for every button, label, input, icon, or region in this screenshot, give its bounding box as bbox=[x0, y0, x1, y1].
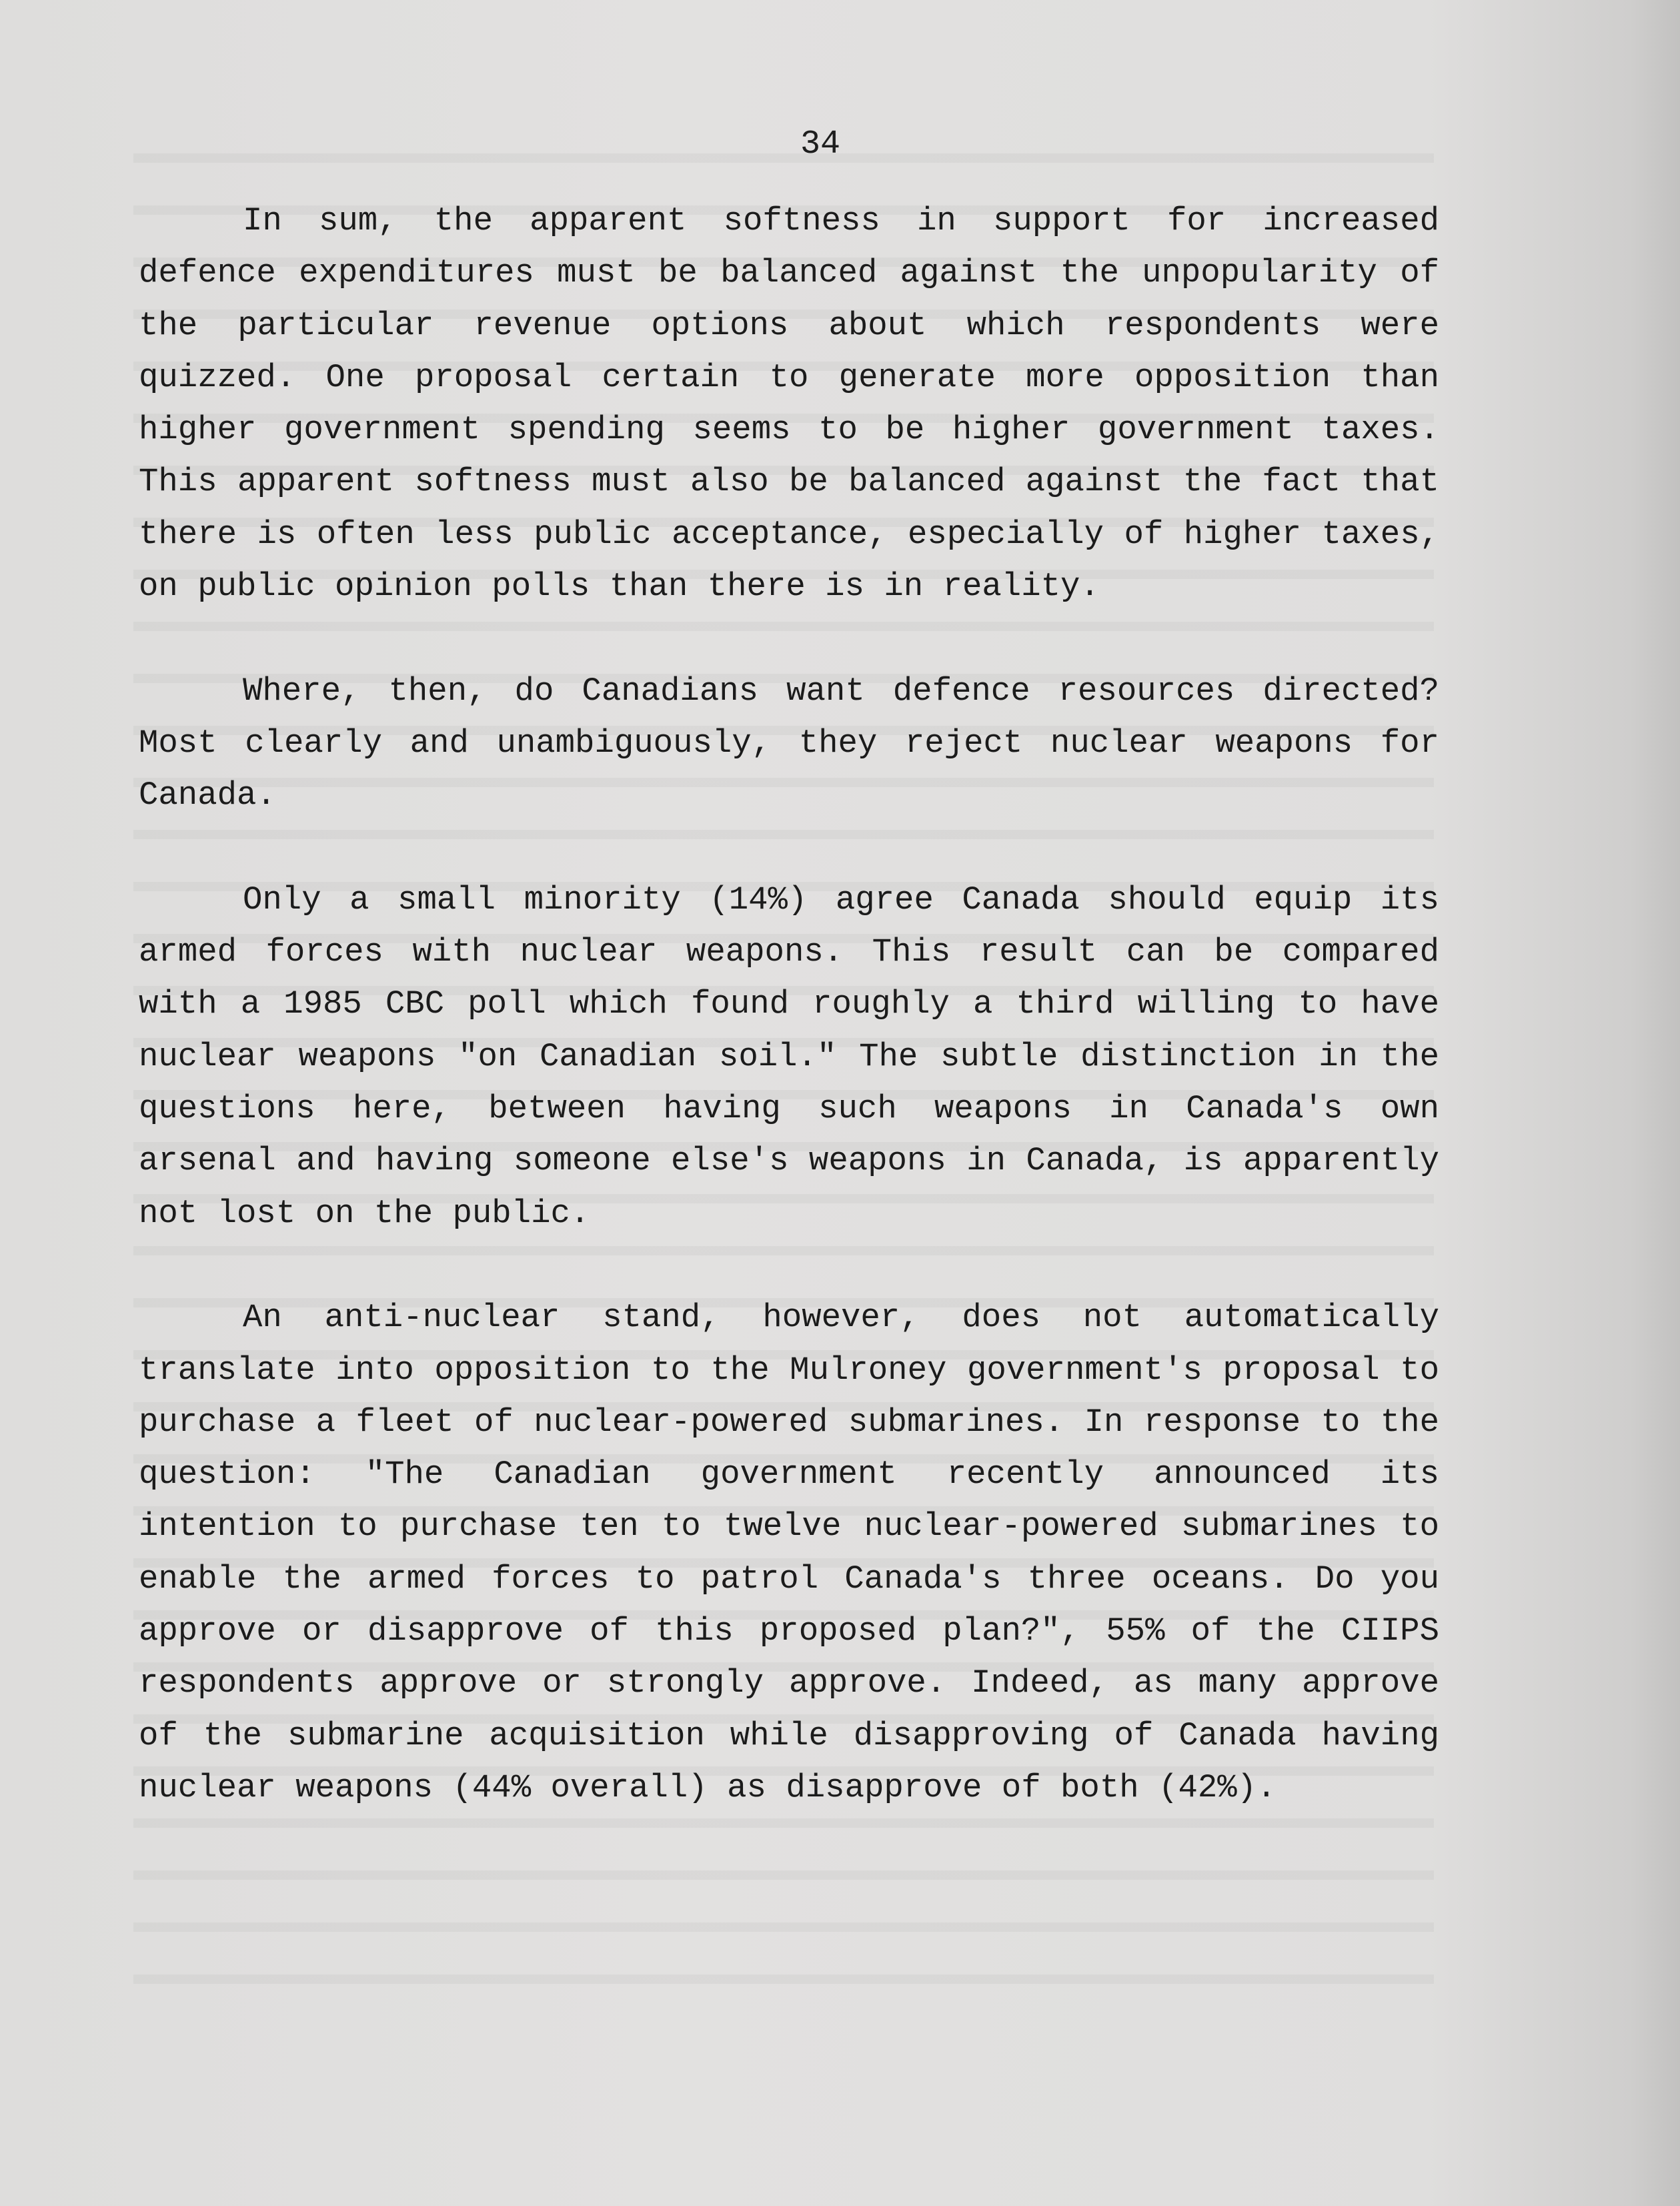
paragraph-defence-softness: In sum, the apparent softness in support for increased defence expenditures must be balanced against the unpopularity of the particular revenue options about which respondents were quizzed. One proposal certain to generate more opposition than higher government spending seems to be higher government taxes. This apparent softness must also be balanced against the fact that there is often less public acceptance, especially of higher taxes, on public opinion polls than there is in reality. bbox=[139, 202, 1439, 606]
paragraph-submarines: An anti-nuclear stand, however, does not automatically translate into opposition to the Mulroney government's proposal to purchase a fleet of nuclear-powered submarines. In response to the question: "The Canadian government recently announced its intention to purchase ten to twelve nuclear-powered submarines to enable the armed forces to patrol Canada's three oceans. Do you approve or disapprove of this proposed plan?", 55% of the CIIPS respondents approve or strongly approve. Indeed, as many approve of the submarine acquisition while disapproving of Canada having nuclear weapons (44% overall) as disapprove of both (42%). bbox=[139, 1299, 1439, 1806]
paragraph-nuclear-weapons-minority: Only a small minority (14%) agree Canada should equip its armed forces with nuclear weapons. This result can be compared with a 1985 CBC poll which found roughly a third willing to have nuclear weapons "on Canadian soil." The subtle distinction in the questions here, between having such weapons in Canada's own arsenal and having someone else's weapons in Canada, is apparently not lost on the public. bbox=[139, 881, 1439, 1232]
paragraph-resources-directed: Where, then, do Canadians want defence resources directed? Most clearly and unambiguously, they reject nuclear weapons for Canada. bbox=[139, 672, 1439, 814]
page-number: 34 bbox=[800, 125, 840, 163]
body-text bbox=[139, 195, 1439, 1814]
